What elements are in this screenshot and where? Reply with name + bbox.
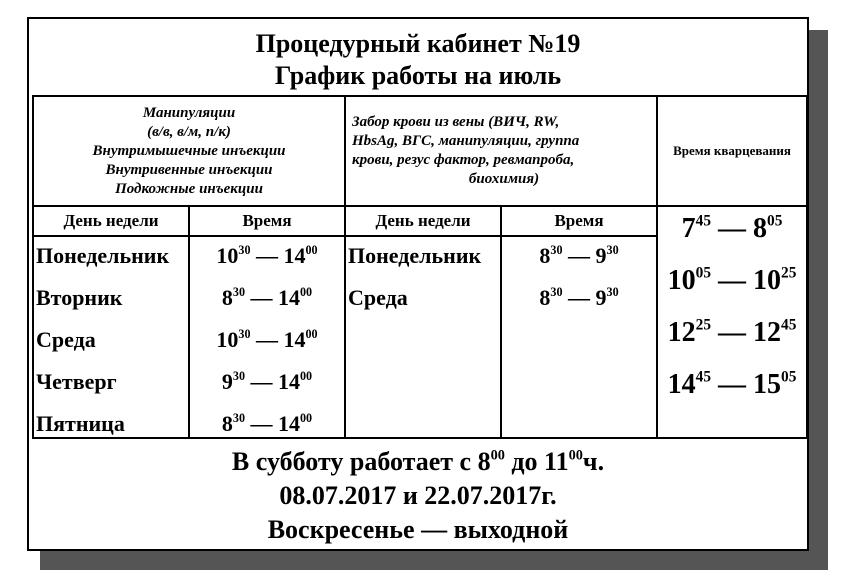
quartz-slot: $7^{45}$ — $8^{05}$ bbox=[681, 212, 783, 244]
day-label: Понедельник bbox=[348, 243, 482, 268]
time-range: $8^{30}$ — $14^{00}$ bbox=[221, 410, 313, 436]
s2-days-cell bbox=[345, 236, 501, 438]
col-header-day: День недели bbox=[345, 206, 501, 236]
time-range: $9^{30}$ — $14^{00}$ bbox=[221, 368, 313, 394]
sunday-line: Воскресенье — выходной bbox=[267, 515, 569, 544]
s1-days-cell bbox=[33, 236, 189, 438]
blood-draw-header-line: HbsAg, ВГС, манипуляции, группа bbox=[352, 133, 580, 149]
quartz-slot: $14^{45}$ — $15^{05}$ bbox=[667, 368, 797, 400]
time-range: $8^{30}$ — $9^{30}$ bbox=[539, 242, 619, 268]
s1-times-cell bbox=[189, 236, 345, 438]
manipulations-header-line: (в/в, в/м, п/к) bbox=[147, 123, 231, 140]
saturday-line: В субботу работает с $8^{00}$ до $11^{00}ч$. bbox=[231, 447, 605, 476]
time-range: $8^{30}$ — $14^{00}$ bbox=[221, 284, 313, 310]
time-range: $10^{30}$ — $14^{00}$ bbox=[216, 242, 318, 268]
manipulations-header-line: Манипуляции bbox=[142, 104, 236, 121]
manipulations-header-line: Внутримышечные инъекции bbox=[92, 142, 286, 159]
schedule-table bbox=[32, 95, 808, 439]
blood-draw-header-line: биохимия) bbox=[468, 171, 540, 187]
quartz-slot: $10^{05}$ — $10^{25}$ bbox=[667, 264, 797, 296]
schedule-subtitle: График работы на июль bbox=[274, 61, 562, 90]
cabinet-title: Процедурный кабинет №19 bbox=[255, 29, 581, 58]
time-range: $10^{30}$ — $14^{00}$ bbox=[216, 326, 318, 352]
day-label: Среда bbox=[36, 327, 96, 352]
manipulations-header-line: Подкожные инъекции bbox=[115, 180, 263, 197]
col-header-day: День недели bbox=[33, 206, 189, 236]
blood-draw-header-line: крови, резус фактор, ревмапроба, bbox=[352, 152, 575, 168]
col-header-time: Время bbox=[501, 206, 657, 236]
manipulations-header-line: Внутривенные инъекции bbox=[105, 161, 273, 178]
quartz-times-cell bbox=[657, 206, 807, 438]
col-header-time: Время bbox=[189, 206, 345, 236]
manipulations-header bbox=[33, 96, 345, 206]
day-label: Четверг bbox=[36, 369, 117, 394]
quartz-slot: $12^{25}$ — $12^{45}$ bbox=[667, 316, 797, 348]
schedule-card bbox=[27, 17, 809, 551]
day-label: Понедельник bbox=[36, 243, 170, 268]
blood-draw-header-line: Забор крови из вены (ВИЧ, RW, bbox=[352, 114, 560, 130]
blood-draw-header bbox=[345, 96, 657, 206]
day-label: Вторник bbox=[36, 285, 123, 310]
day-label: Среда bbox=[348, 285, 408, 310]
s2-times-cell bbox=[501, 236, 657, 438]
quartz-header: Время кварцевания bbox=[657, 96, 807, 206]
day-label: Пятница bbox=[36, 411, 125, 436]
time-range: $8^{30}$ — $9^{30}$ bbox=[539, 284, 619, 310]
saturday-dates: 08.07.2017 и 22.07.2017г. bbox=[279, 481, 557, 510]
